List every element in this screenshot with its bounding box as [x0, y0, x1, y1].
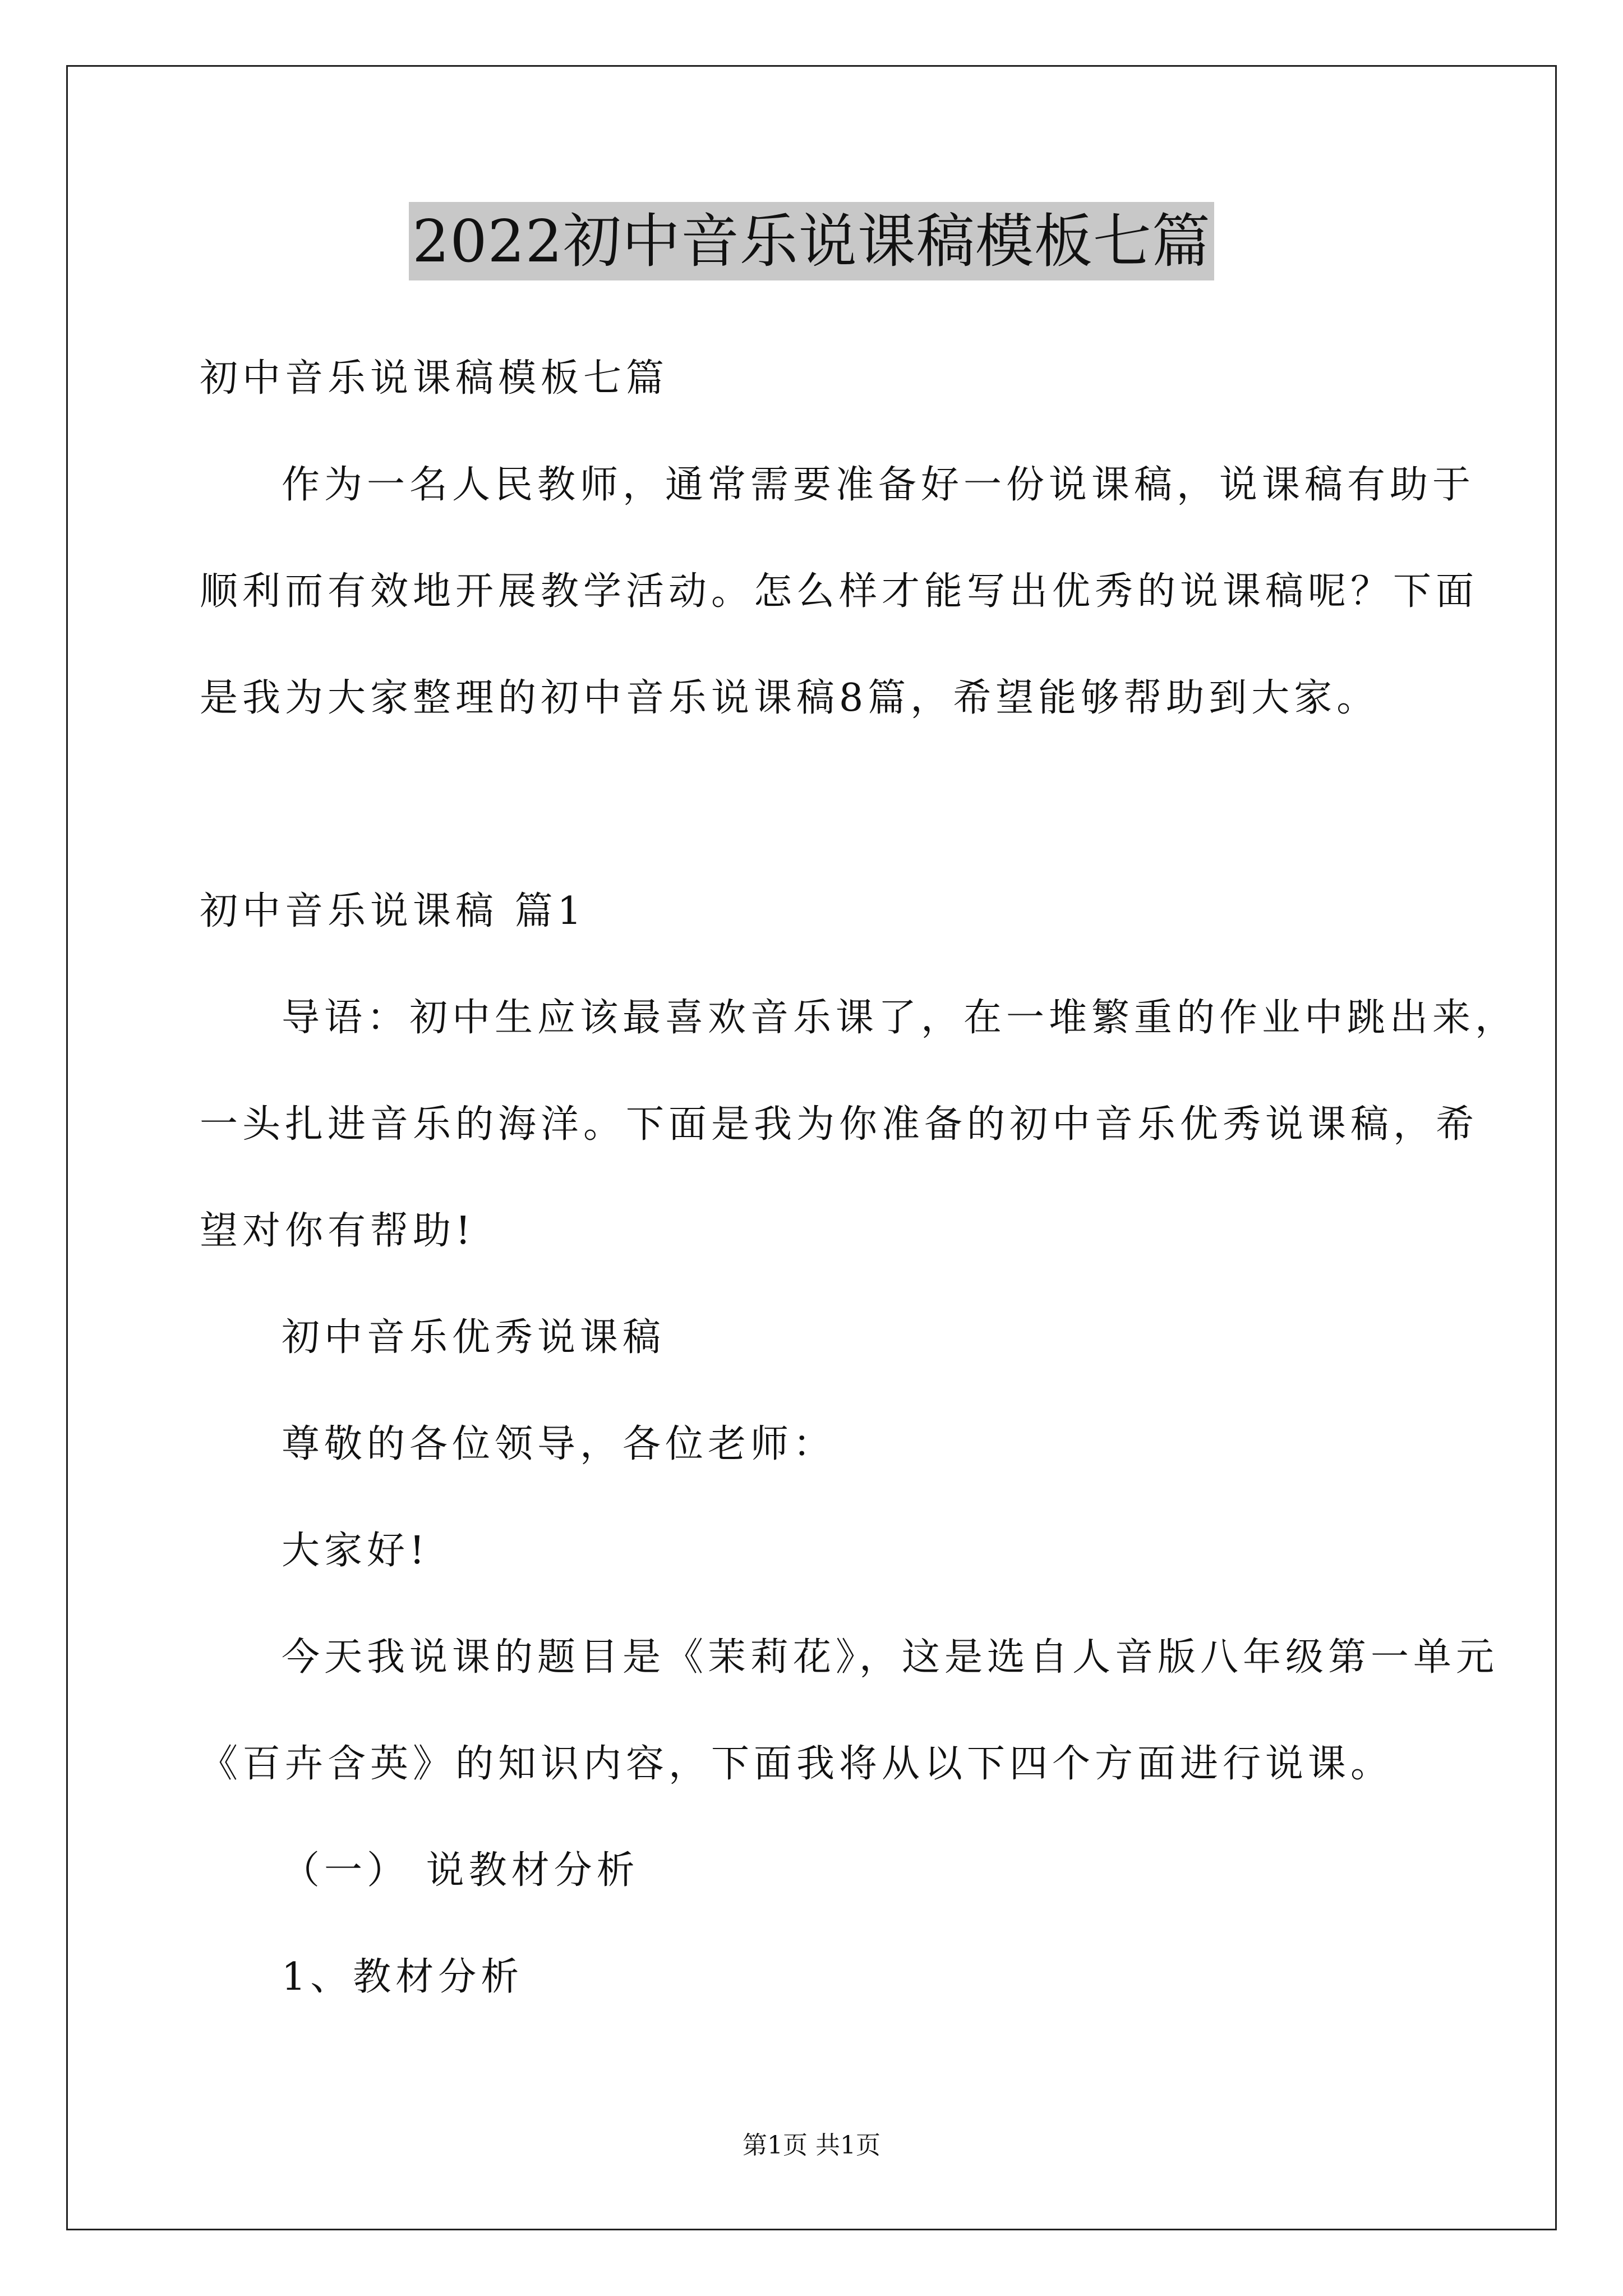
subpart-heading: 1、教材分析 — [282, 1955, 524, 1999]
preface-line-2: 一头扎进音乐的海洋。下面是我为你准备的初中音乐优秀说课稿，希 — [200, 1102, 1479, 1147]
subtitle-line: 初中音乐说课稿模板七篇 — [200, 356, 669, 401]
intro-line-3: 是我为大家整理的初中音乐说课稿8篇，希望能够帮助到大家。 — [200, 676, 1380, 720]
part-heading: （一） 说教材分析 — [282, 1848, 639, 1893]
lecture-title: 初中音乐优秀说课稿 — [282, 1315, 666, 1360]
greeting: 大家好! — [282, 1529, 430, 1573]
page-number-footer: 第1页 共1页 — [743, 2131, 880, 2160]
section-heading: 初中音乐说课稿 篇1 — [200, 889, 586, 933]
title-container — [0, 202, 1623, 280]
intro-line-2: 顺利而有效地开展教学活动。怎么样才能写出优秀的说课稿呢？下面 — [200, 569, 1479, 614]
topic-line-2: 《百卉含英》的知识内容，下面我将从以下四个方面进行说课。 — [200, 1742, 1394, 1786]
preface-line-1: 导语：初中生应该最喜欢音乐课了，在一堆繁重的作业中跳出来， — [282, 996, 1518, 1040]
topic-line-1: 今天我说课的题目是《茉莉花》，这是选自人音版八年级第一单元 — [282, 1635, 1499, 1680]
intro-line-1: 作为一名人民教师，通常需要准备好一份说课稿，说课稿有助于 — [282, 463, 1476, 507]
preface-line-3: 望对你有帮助! — [200, 1209, 476, 1253]
document-title: 2022初中音乐说课稿模板七篇 — [409, 202, 1214, 280]
salutation: 尊敬的各位领导，各位老师： — [282, 1422, 836, 1466]
